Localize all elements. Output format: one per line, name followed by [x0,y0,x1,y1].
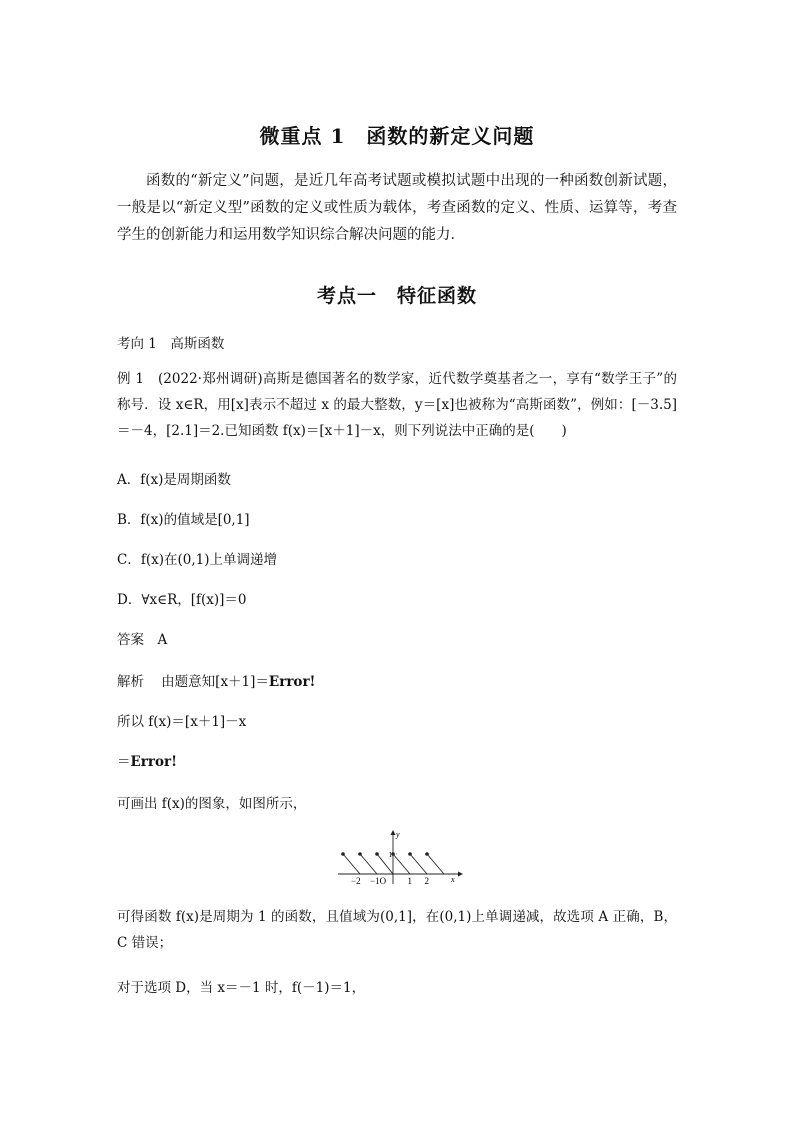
analysis-line-3 [117,750,177,770]
dot [341,852,345,856]
x-tick-neg1-origin: −1O [370,876,387,886]
dot [358,852,362,856]
analysis-line-2: 所以 f(x)＝[x＋1]－x [117,714,247,730]
segment [360,854,377,874]
analysis-label: 解析 [117,674,144,690]
segment [343,854,360,874]
error-text-2: Error! [130,754,178,770]
page-title: 微重点 1 函数的新定义问题 [259,124,535,148]
segment [410,854,427,874]
option-b: B．f(x)的值域是[0,1] [117,512,250,528]
analysis-line-1 [117,670,315,690]
option-c: C．f(x)在(0,1)上单调递增 [117,552,277,568]
dot [408,852,412,856]
answer: 答案 A [117,632,168,648]
x-axis-arrow [458,872,463,877]
equals-sign: ＝ [117,754,131,770]
option-d: D．∀x∈R，[f(x)]＝0 [117,592,247,608]
x-tick-2: 2 [424,876,429,886]
analysis-line-4: 可画出 f(x)的图象，如图所示， [117,796,307,812]
section-title: 考点一 特征函数 [316,285,477,307]
option-a: A．f(x)是周期函数 [117,472,231,488]
segment [393,854,410,874]
analysis-text: 由题意知[x＋1]＝ [161,674,269,690]
y-label: y [396,830,400,839]
segment [427,854,444,874]
example-1: 例 1 (2022·郑州调研)高斯是德国著名的数学家，近代数学奠基者之一，享有“数学王子”的称号．设 x∈R，用[x]表示不超过 x 的最大整数，y＝[x]也被称为“高斯函数”，例如：[－3.5]＝－4，[2.1]＝2.已知函数 f(x)＝[x＋1]－x，则下列说法中正确的是( ) [117,371,677,439]
y-tick-1: 1 [388,850,393,859]
x-tick-1: 1 [407,876,412,886]
last-line: 对于选项 D，当 x＝－1 时，f(－1)＝1， [117,980,366,996]
function-graph [330,826,465,886]
error-text: Error! [268,674,316,690]
dot [375,852,379,856]
x-tick-neg2: −2 [351,876,361,886]
x-label: x [451,875,455,884]
sub-title: 考向 1 高斯函数 [117,336,225,352]
y-axis-arrow [391,830,396,835]
intro-paragraph: 函数的“新定义”问题，是近几年高考试题或模拟试题中出现的一种函数创新试题，一般是以“新定义型”函数的定义或性质为载体，考查函数的定义、性质、运算等，考查学生的创新能力和运用数学知识综合解决问题的能力． [117,173,677,243]
conclusion: 可得函数 f(x)是周期为 1 的函数，且值域为(0,1]，在(0,1)上单调递减，故选项 A 正确，B，C 错误； [117,909,677,951]
dot [425,852,429,856]
